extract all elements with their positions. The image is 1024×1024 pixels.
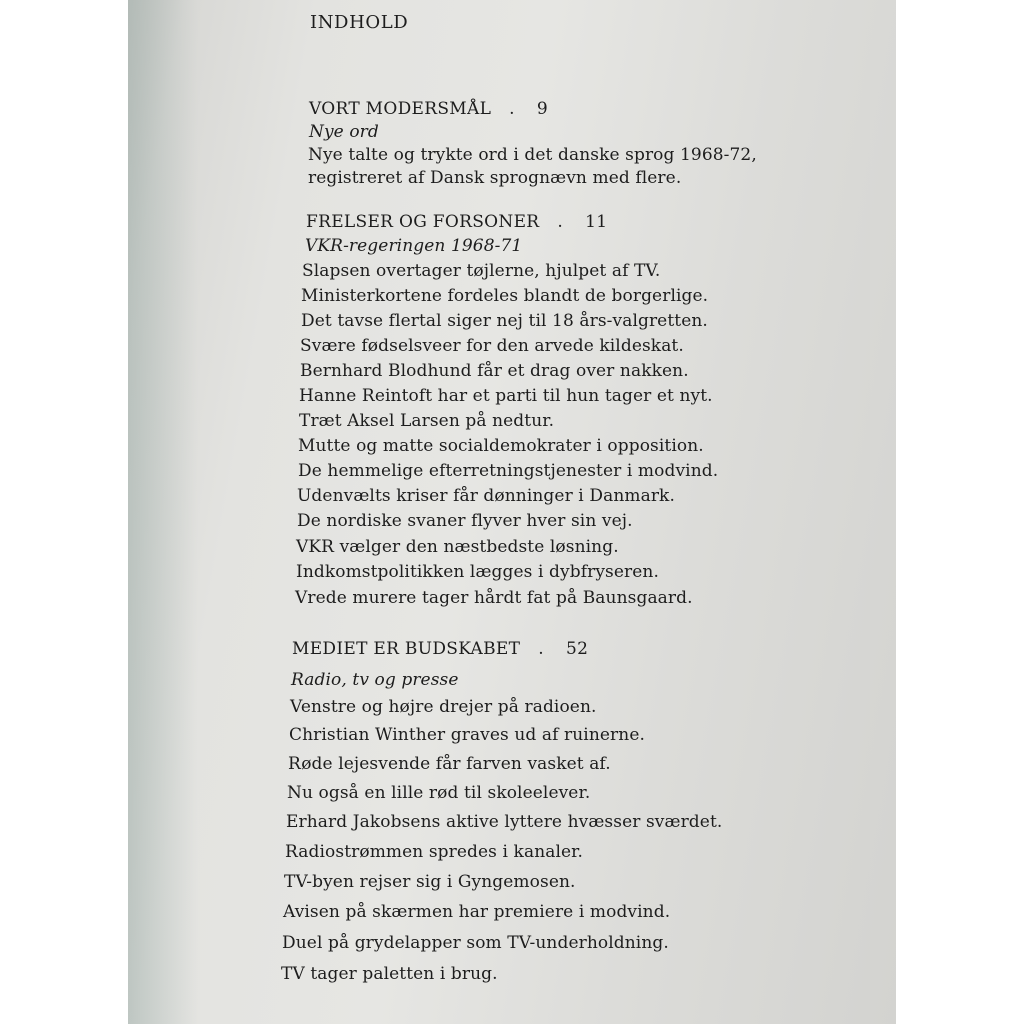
list-item: Bernhard Blodhund får et drag over nakken.: [300, 361, 689, 381]
section-heading-frelser-og-forsoner: [306, 212, 607, 232]
section-subtitle: Nye ord: [309, 122, 379, 142]
list-item: Christian Winther graves ud af ruinerne.: [289, 725, 645, 745]
list-item: Nu også en lille rød til skoleelever.: [287, 783, 591, 803]
dot-leader: .: [538, 639, 544, 659]
page-number: 11: [585, 212, 608, 232]
page-number: 52: [565, 639, 589, 659]
dot-leader: .: [509, 99, 515, 119]
list-item: Venstre og højre drejer på radioen.: [290, 697, 597, 717]
list-item: Indkomstpolitikken lægges i dybfryseren.: [296, 562, 659, 582]
section-title: FRELSER OG FORSONER: [306, 212, 540, 232]
list-item: Vrede murere tager hårdt fat på Baunsgaard.: [295, 588, 693, 608]
page-number: 9: [536, 99, 549, 119]
list-item: Røde lejesvende får farven vasket af.: [288, 754, 611, 774]
list-item: Træt Aksel Larsen på nedtur.: [299, 411, 555, 431]
list-item: Duel på grydelapper som TV-underholdning.: [282, 933, 669, 953]
list-item: Ministerkortene fordeles blandt de borgerlige.: [301, 286, 709, 306]
list-item: Nye talte og trykte ord i det danske sprog 1968-72,: [308, 145, 757, 165]
list-item: TV-byen rejser sig i Gyngemosen.: [284, 872, 576, 892]
list-item: Det tavse flertal siger nej til 18 års-valgretten.: [301, 311, 708, 331]
section-heading-mediet-er-budskabet: [292, 639, 588, 659]
book-page: [128, 0, 896, 1024]
list-item: De nordiske svaner flyver hver sin vej.: [297, 511, 633, 531]
list-item: VKR vælger den næstbedste løsning.: [296, 537, 619, 557]
list-item: Hanne Reintoft har et parti til hun tager et nyt.: [299, 386, 713, 406]
list-item: Svære fødselsveer for den arvede kildeskat.: [300, 336, 684, 356]
list-item: registreret af Dansk sprognævn med flere.: [308, 168, 682, 188]
list-item: De hemmelige efterretningstjenester i modvind.: [298, 461, 719, 481]
list-item: Avisen på skærmen har premiere i modvind.: [283, 902, 671, 922]
list-item: Udenvælts kriser får dønninger i Danmark.: [297, 486, 675, 506]
page-title: INDHOLD: [310, 12, 409, 33]
list-item: Radiostrømmen spredes i kanaler.: [285, 842, 584, 862]
list-item: Erhard Jakobsens aktive lyttere hvæsser sværdet.: [286, 812, 723, 832]
list-item: Mutte og matte socialdemokrater i opposition.: [298, 436, 704, 456]
section-subtitle: Radio, tv og presse: [291, 670, 459, 690]
section-heading-vort-modersmal: [309, 99, 548, 119]
list-item: TV tager paletten i brug.: [281, 964, 498, 984]
table-of-contents: [128, 0, 896, 1024]
dot-leader: .: [557, 212, 564, 232]
section-subtitle: VKR-regeringen 1968-71: [305, 236, 523, 256]
section-title: VORT MODERSMÅL: [309, 99, 492, 119]
list-item: Slapsen overtager tøjlerne, hjulpet af TV.: [302, 261, 661, 281]
section-title: MEDIET ER BUDSKABET: [292, 639, 521, 659]
